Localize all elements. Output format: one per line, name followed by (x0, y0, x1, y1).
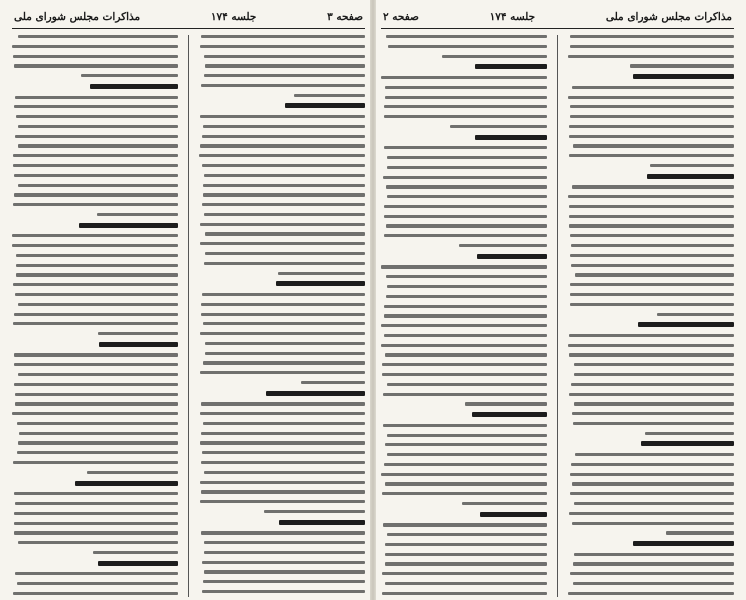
text-line (459, 244, 547, 247)
text-line (384, 463, 547, 466)
text-line (387, 195, 547, 198)
text-line (200, 412, 365, 415)
text-line (203, 322, 365, 325)
text-line (574, 553, 734, 556)
text-line (200, 332, 365, 335)
text-line (99, 342, 178, 347)
text-line (387, 383, 547, 386)
text-line (387, 434, 547, 437)
page-label: صفحه ۲ (383, 11, 419, 23)
text-line (97, 213, 178, 216)
text-line (203, 422, 365, 425)
text-line (574, 373, 734, 376)
text-line (12, 244, 178, 247)
text-line (13, 592, 178, 595)
text-line (569, 353, 734, 356)
text-line (645, 432, 734, 435)
text-line (203, 361, 365, 364)
text-line (384, 146, 547, 149)
text-line (387, 285, 547, 288)
text-line (386, 295, 547, 298)
text-line (18, 125, 178, 128)
text-line (205, 252, 365, 255)
page-header (381, 8, 734, 29)
text-line (385, 482, 547, 485)
text-line (201, 402, 365, 405)
text-line (18, 35, 178, 38)
journal-title: مذاکرات مجلس شورای ملی (605, 11, 732, 23)
text-line (200, 115, 365, 118)
text-line (569, 125, 734, 128)
text-line (14, 193, 178, 196)
text-line (572, 522, 734, 525)
text-line (13, 154, 178, 157)
text-line (382, 363, 547, 366)
text-line (205, 232, 365, 235)
text-line (90, 84, 178, 89)
text-line (201, 531, 365, 534)
text-line (204, 74, 365, 77)
text-line (18, 184, 178, 187)
text-line (569, 205, 734, 208)
text-line (450, 125, 547, 128)
text-line (12, 45, 178, 48)
text-line (574, 502, 734, 505)
text-line (201, 461, 365, 464)
text-line (570, 35, 734, 38)
text-line (385, 562, 547, 565)
text-line (571, 383, 734, 386)
text-line (14, 353, 178, 356)
text-line (385, 543, 547, 546)
text-line (13, 461, 178, 464)
text-line (573, 562, 734, 565)
text-line (17, 451, 178, 454)
text-line (16, 273, 178, 276)
text-line (264, 510, 365, 513)
text-line (382, 572, 547, 575)
text-line (16, 264, 178, 267)
text-line (13, 322, 178, 325)
session-label: جلسه ۱۷۴ (489, 11, 536, 23)
text-line (477, 254, 547, 259)
text-line (630, 64, 734, 67)
journal-title: مذاکرات مجلس شورای ملی (14, 11, 141, 23)
text-line (202, 164, 365, 167)
text-line (203, 580, 365, 583)
text-line (570, 572, 734, 575)
text-line (568, 96, 734, 99)
text-line (17, 582, 178, 585)
text-line (81, 74, 178, 77)
text-line (570, 283, 734, 286)
text-line (570, 254, 734, 257)
text-line (202, 590, 365, 593)
text-line (472, 412, 547, 417)
text-line (569, 334, 734, 337)
text-line (75, 481, 178, 486)
text-line (571, 244, 734, 247)
text-line (570, 473, 734, 476)
text-line (569, 224, 735, 227)
text-line (202, 135, 365, 138)
text-line (14, 522, 178, 525)
text-line (16, 115, 178, 118)
text-line (569, 215, 734, 218)
text-line (384, 215, 547, 218)
text-line (14, 174, 178, 177)
page-2 (373, 0, 746, 600)
text-line (13, 164, 178, 167)
text-line (204, 570, 365, 573)
text-line (382, 592, 547, 595)
text-line (14, 313, 178, 316)
text-columns (381, 35, 734, 597)
text-line (204, 262, 365, 265)
text-line (15, 402, 178, 405)
text-line (570, 115, 734, 118)
text-line (202, 451, 365, 454)
text-line (13, 203, 178, 206)
text-line (666, 531, 734, 534)
session-label: جلسه ۱۷۴ (210, 11, 257, 23)
text-line (204, 55, 365, 58)
text-line (381, 324, 547, 327)
text-line (204, 471, 365, 474)
text-line (14, 105, 178, 108)
text-line (15, 96, 178, 99)
text-line (93, 551, 178, 554)
text-line (641, 441, 734, 446)
text-line (657, 313, 734, 316)
text-line (387, 156, 547, 159)
text-line (203, 125, 365, 128)
text-line (200, 371, 365, 374)
text-line (201, 303, 365, 306)
text-line (465, 402, 547, 405)
text-line (13, 55, 178, 58)
text-line (14, 512, 178, 515)
text-line (571, 264, 734, 267)
text-line (201, 490, 365, 493)
text-line (201, 313, 365, 316)
text-line (12, 234, 178, 237)
text-line (204, 174, 365, 177)
text-line (12, 412, 178, 415)
text-line (15, 393, 178, 396)
text-line (266, 391, 365, 396)
text-line (387, 166, 547, 169)
text-line (575, 273, 734, 276)
text-line (569, 135, 734, 138)
text-column-right (199, 35, 365, 597)
text-line (79, 223, 178, 228)
text-line (19, 432, 178, 435)
column-divider (557, 35, 558, 597)
text-line (569, 154, 734, 157)
text-line (573, 582, 734, 585)
text-line (14, 363, 178, 366)
text-line (301, 381, 365, 384)
text-line (15, 572, 178, 575)
text-line (203, 184, 365, 187)
text-line (384, 334, 547, 337)
text-column-right (568, 35, 734, 597)
text-line (381, 265, 547, 268)
text-line (568, 592, 734, 595)
text-line (572, 482, 734, 485)
text-line (205, 352, 365, 355)
text-line (16, 254, 178, 257)
text-line (475, 135, 547, 140)
text-line (638, 322, 734, 327)
text-line (202, 561, 365, 564)
text-line (572, 412, 734, 415)
text-line (15, 502, 178, 505)
text-line (385, 582, 547, 585)
text-line (203, 193, 365, 196)
text-line (571, 463, 734, 466)
text-line (200, 500, 365, 503)
text-line (387, 453, 547, 456)
text-line (388, 45, 547, 48)
text-line (200, 144, 365, 147)
text-line (384, 205, 547, 208)
text-line (384, 305, 547, 308)
text-line (570, 45, 734, 48)
text-line (633, 74, 734, 79)
text-line (278, 272, 365, 275)
text-line (18, 541, 178, 544)
text-line (200, 45, 365, 48)
text-line (475, 64, 547, 69)
text-line (575, 453, 734, 456)
text-line (574, 363, 734, 366)
text-line (570, 492, 734, 495)
text-line (204, 213, 365, 216)
text-column-left (12, 35, 178, 597)
text-line (383, 393, 547, 396)
text-columns (12, 35, 365, 597)
text-line (201, 35, 365, 38)
text-line (385, 96, 547, 99)
text-line (442, 55, 547, 58)
text-line (14, 492, 178, 495)
text-line (385, 86, 547, 89)
text-line (381, 473, 547, 476)
text-line (17, 422, 178, 425)
text-line (204, 551, 365, 554)
text-line (573, 422, 734, 425)
text-line (384, 105, 547, 108)
text-column-left (381, 35, 547, 597)
text-line (205, 64, 365, 67)
text-line (385, 353, 547, 356)
text-line (480, 512, 547, 517)
text-line (570, 105, 734, 108)
text-line (200, 242, 365, 245)
text-line (381, 344, 547, 347)
text-line (387, 533, 547, 536)
text-line (15, 293, 178, 296)
text-line (385, 443, 547, 446)
text-line (633, 541, 734, 546)
text-line (568, 195, 734, 198)
text-line (570, 234, 734, 237)
text-line (276, 281, 365, 286)
text-line (201, 432, 365, 435)
text-line (570, 293, 734, 296)
text-line (462, 502, 547, 505)
text-line (204, 541, 365, 544)
text-line (14, 531, 178, 534)
text-line (386, 275, 547, 278)
text-line (386, 185, 547, 188)
text-line (202, 203, 365, 206)
text-line (200, 481, 365, 484)
text-line (383, 424, 547, 427)
text-line (568, 344, 734, 347)
text-line (15, 135, 178, 138)
column-divider (188, 35, 189, 597)
text-line (569, 393, 734, 396)
text-line (385, 553, 547, 556)
text-line (650, 164, 734, 167)
text-line (572, 185, 734, 188)
text-line (200, 223, 365, 226)
text-line (18, 373, 178, 376)
text-line (98, 561, 178, 566)
page-label: صفحه ۳ (327, 11, 363, 23)
text-line (279, 520, 365, 525)
text-line (386, 35, 548, 38)
text-line (199, 154, 365, 157)
text-line (87, 471, 178, 474)
text-line (382, 492, 547, 495)
text-line (568, 55, 734, 58)
text-line (386, 224, 547, 227)
page-header (12, 8, 365, 29)
text-line (381, 76, 547, 79)
text-line (384, 115, 547, 118)
text-line (383, 523, 547, 526)
text-line (13, 283, 178, 286)
text-line (383, 176, 547, 179)
text-line (647, 174, 734, 179)
text-line (18, 303, 178, 306)
text-line (382, 373, 547, 376)
text-line (570, 303, 734, 306)
text-line (18, 441, 178, 444)
text-line (201, 84, 365, 87)
text-line (285, 103, 365, 108)
text-line (384, 314, 547, 317)
text-line (18, 144, 178, 147)
text-line (98, 332, 178, 335)
text-line (384, 234, 547, 237)
text-line (573, 144, 734, 147)
text-line (574, 402, 734, 405)
text-line (569, 512, 734, 515)
text-line (14, 64, 178, 67)
text-line (572, 86, 734, 89)
text-line (205, 342, 365, 345)
text-line (202, 293, 365, 296)
text-line (294, 94, 365, 97)
text-line (200, 441, 365, 444)
text-line (14, 383, 178, 386)
